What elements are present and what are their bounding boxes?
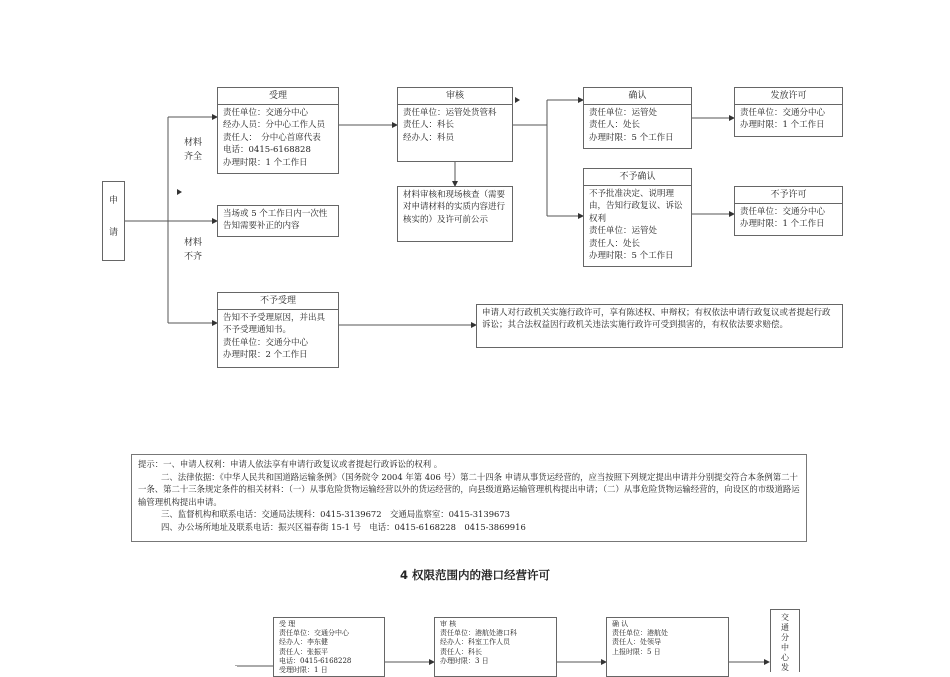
label-complete-line-2: 齐全 bbox=[184, 152, 203, 162]
grant-line: 办理时限：1 个工作日 bbox=[740, 120, 825, 131]
nogrant-title: 不予许可 bbox=[735, 187, 842, 204]
rights-box bbox=[476, 304, 843, 348]
noconfirm-line: 责任人：处长 bbox=[589, 238, 641, 249]
second-review-line: 经办人：科室工作人员 bbox=[440, 638, 510, 647]
accept-line: 电话：0415-6168828 bbox=[223, 145, 311, 156]
confirm-line: 办理时限：5 个工作日 bbox=[589, 132, 674, 143]
reject-line: 告知不予受理原因，并出具不予受理通知书。 bbox=[223, 313, 326, 336]
noconfirm-line: 不予批准决定、说明理由，告知行政复议、诉讼权利 bbox=[589, 189, 683, 224]
label-complete-line-1: 材料 bbox=[184, 138, 203, 148]
rights-text: 申请人对行政机关实施行政许可，享有陈述权、申辩权；有权依法申请行政复议或者提起行政诉讼；其合法权益因行政机关违法实施行政许可受到损害的，有权依法要求赔偿。 bbox=[482, 308, 831, 331]
review-title: 审核 bbox=[398, 88, 512, 105]
grant-title: 发放许可 bbox=[735, 88, 842, 105]
second-confirm-line: 确 认 bbox=[612, 620, 629, 628]
noconfirm-body bbox=[584, 186, 691, 264]
confirm-title: 确认 bbox=[584, 88, 691, 105]
inspect-text: 材料审核和现场核查（需要对申请材料的实质内容进行核实的）及许可前公示 bbox=[403, 190, 506, 225]
second-review-line: 责任人：科长 bbox=[440, 647, 482, 656]
accept-body bbox=[218, 105, 338, 171]
second-confirm-line: 责任单位：港航处 bbox=[612, 629, 668, 638]
review-line: 经办人：科员 bbox=[403, 132, 455, 143]
label-incomplete-line-2: 不齐 bbox=[184, 252, 203, 262]
second-vertical-char: 通 bbox=[781, 623, 789, 632]
confirm-body bbox=[584, 105, 691, 146]
accept-title: 受理 bbox=[218, 88, 338, 105]
second-accept-line: 责任人：张振平 bbox=[279, 647, 328, 656]
apply-char-1: 申 bbox=[108, 196, 118, 206]
noconfirm-title: 不予确认 bbox=[584, 169, 691, 186]
reject-line: 办理时限：2 个工作日 bbox=[223, 350, 308, 361]
nogrant-box bbox=[734, 186, 843, 236]
grant-line: 责任单位：交通分中心 bbox=[740, 108, 826, 118]
second-confirm-line: 责任人：处领导 bbox=[612, 638, 661, 647]
second-review-line: 责任单位：港航处港口科 bbox=[440, 629, 517, 638]
accept-line: 经办人员：分中心工作人员 bbox=[223, 120, 326, 131]
second-accept-line: 经办人：李东健 bbox=[279, 638, 328, 647]
second-accept-box bbox=[273, 617, 385, 677]
reject-title: 不予受理 bbox=[218, 293, 338, 310]
second-vertical-char: 心 bbox=[781, 653, 789, 662]
second-vertical-char: 发 bbox=[781, 663, 789, 672]
second-vertical-char: 交 bbox=[781, 613, 789, 622]
supplement-box bbox=[217, 205, 339, 237]
second-review-line: 办理时限：3 日 bbox=[440, 656, 489, 665]
grant-box bbox=[734, 87, 843, 137]
supplement-text: 当场或 5 个工作日内一次性告知需要补正的内容 bbox=[223, 209, 328, 232]
notice-line-1: 提示：一、申请人权利：申请人依法享有申请行政复议或者提起行政诉讼的权利 。 bbox=[138, 459, 443, 469]
second-confirm-line: 上报时限：5 日 bbox=[612, 647, 661, 656]
label-incomplete-line-1: 材料 bbox=[184, 238, 203, 248]
reject-box bbox=[217, 292, 339, 368]
nogrant-line: 办理时限：1 个工作日 bbox=[740, 219, 825, 230]
second-confirm-box bbox=[606, 617, 729, 677]
notice-line-3: 三、监督机构和联系电话：交通局法规科：0415-3139672 交通局监察室：0415-3139673 bbox=[161, 509, 511, 520]
apply-char-2: 请 bbox=[108, 228, 118, 238]
second-accept-line: 责任单位：交通分中心 bbox=[279, 629, 349, 638]
notice-line-2: 二、法律依据：《中华人民共和国道路运输条例》（国务院令 2004 年第 406 号）第二十四条 申请从事货运经营的，应当按照下列规定提出申请并分别提交符合本条例第二十一条、第二十三条规定条件的相关材料：（一）从事危险货物运输经营以外的货运经营的，向县级道路运输管理机构提出申请；（二）从事危险货物运输经营的，向设区的市级道路运输管理机构提出申请。 bbox=[138, 471, 800, 507]
second-apply-stub bbox=[235, 666, 237, 674]
second-vertical-char: 分 bbox=[781, 633, 789, 642]
confirm-line: 责任人：处长 bbox=[589, 120, 641, 131]
section-title: 4 权限范围内的港口经营许可 bbox=[399, 568, 550, 582]
review-line: 责任人：科长 bbox=[403, 120, 455, 131]
notice-line-4: 四、办公场所地址及联系电话：振兴区福春街 15-1 号 电话：0415-6168228 0415-3869916 bbox=[161, 521, 526, 532]
inspect-box bbox=[397, 186, 513, 242]
accept-line: 办理时限：1 个工作日 bbox=[223, 157, 308, 168]
review-line: 责任单位：运管处货管科 bbox=[403, 108, 497, 118]
confirm-line: 责任单位：运管处 bbox=[589, 108, 658, 118]
noconfirm-line: 责任单位：运管处 bbox=[589, 226, 658, 237]
review-box bbox=[397, 87, 513, 162]
second-accept-line: 电话：0415-6168228 bbox=[279, 656, 352, 665]
apply-box bbox=[102, 181, 125, 261]
reject-body bbox=[218, 310, 338, 364]
noconfirm-box bbox=[583, 168, 692, 267]
label-materials-complete bbox=[184, 136, 202, 164]
confirm-box bbox=[583, 87, 692, 149]
nogrant-body bbox=[735, 204, 842, 233]
second-accept-line: 受理时限：1 日 bbox=[279, 666, 328, 675]
accept-line: 责任单位：交通分中心 bbox=[223, 108, 309, 118]
noconfirm-line: 办理时限：5 个工作日 bbox=[589, 251, 674, 262]
grant-body bbox=[735, 105, 842, 134]
second-review-box bbox=[434, 617, 557, 677]
reject-line: 责任单位：交通分中心 bbox=[223, 337, 309, 348]
accept-box bbox=[217, 87, 339, 174]
review-body bbox=[398, 105, 512, 146]
notice-box bbox=[131, 454, 807, 542]
second-review-line: 审 核 bbox=[440, 620, 457, 628]
second-accept-line: 受 理 bbox=[279, 620, 296, 628]
accept-line: 责任人： 分中心首席代表 bbox=[223, 132, 321, 143]
label-materials-incomplete bbox=[184, 236, 202, 264]
second-vertical-box bbox=[770, 609, 800, 672]
nogrant-line: 责任单位：交通分中心 bbox=[740, 207, 826, 217]
second-vertical-char: 中 bbox=[781, 643, 789, 652]
